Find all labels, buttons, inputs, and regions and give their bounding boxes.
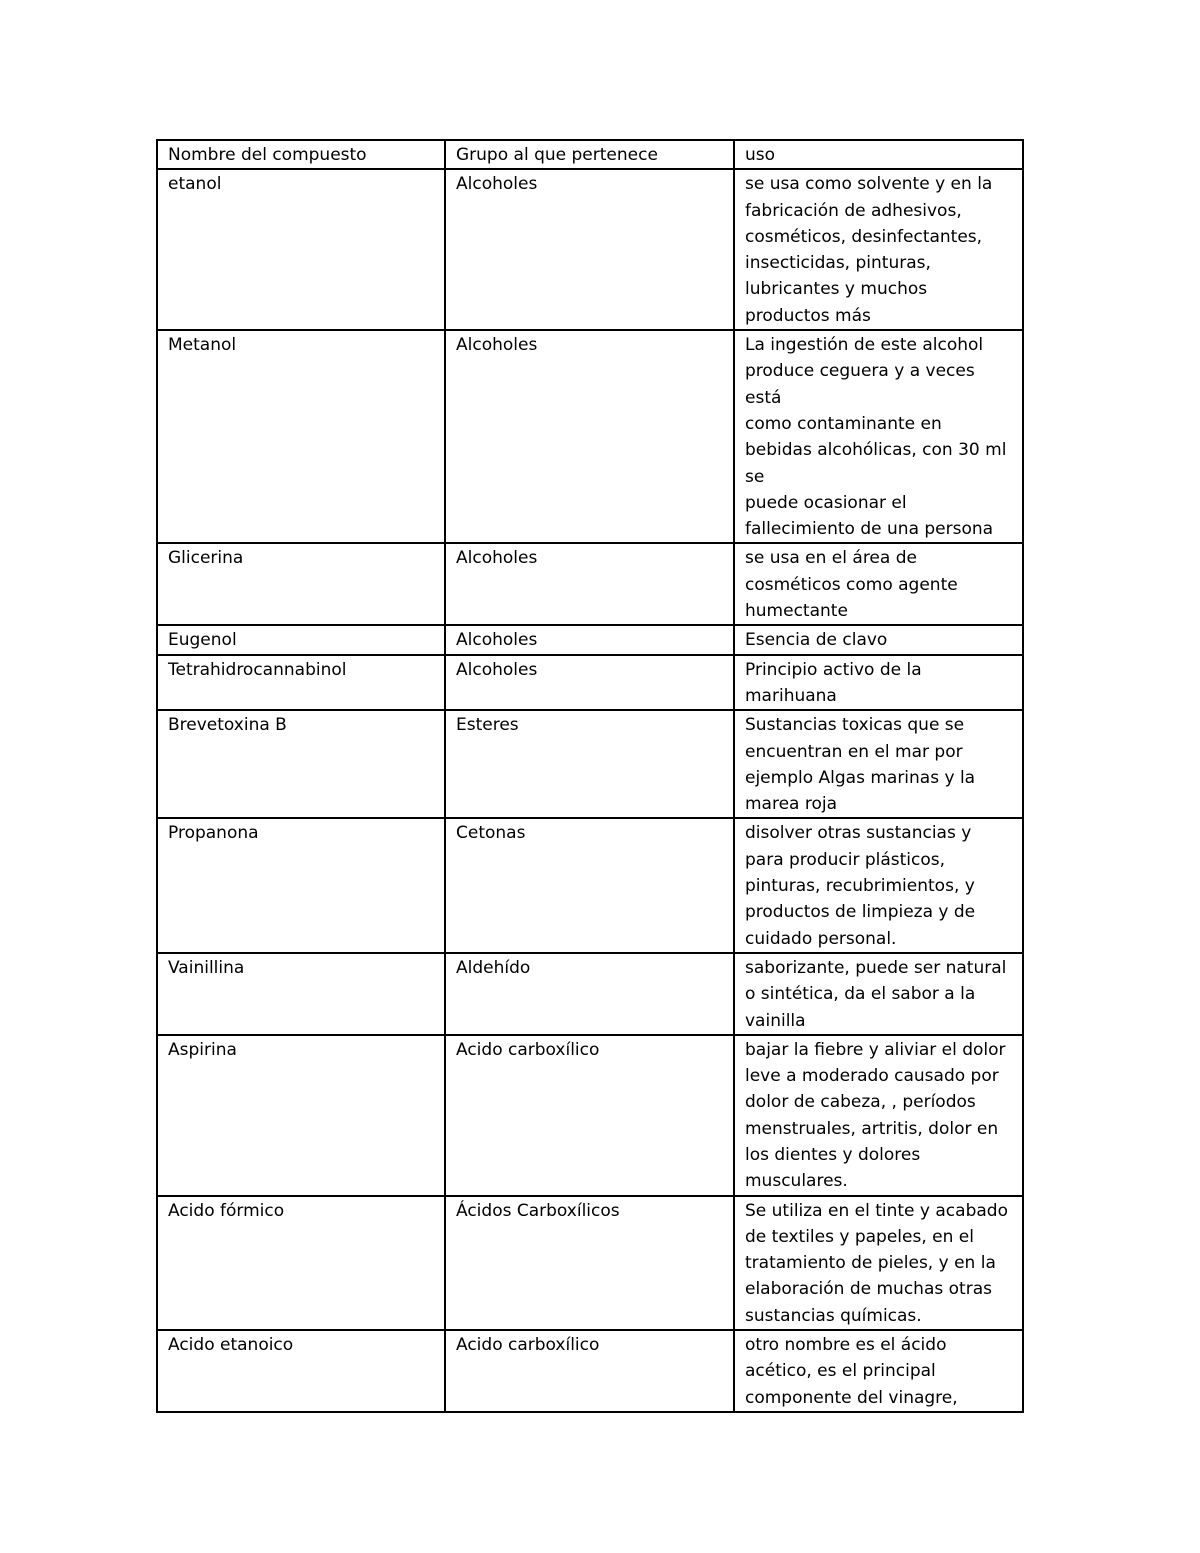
compound-name-cell: Glicerina xyxy=(157,543,445,625)
use-cell: saborizante, puede ser natural o sintética, da el sabor a la vainilla xyxy=(734,953,1023,1035)
use-cell: La ingestión de este alcohol produce ceguera y a veces está como contaminante en bebidas alcohólicas, con 30 ml se puede ocasionar el fallecimiento de una persona xyxy=(734,330,1023,543)
group-cell: Ácidos Carboxílicos xyxy=(445,1196,734,1330)
compound-name-cell: Eugenol xyxy=(157,625,445,654)
group-cell: Cetonas xyxy=(445,818,734,952)
use-cell: Principio activo de la marihuana xyxy=(734,655,1023,711)
use-cell: Sustancias toxicas que se encuentran en el mar por ejemplo Algas marinas y la marea roja xyxy=(734,710,1023,818)
use-cell: bajar la fiebre y aliviar el dolor leve a moderado causado por dolor de cabeza, , períodos menstruales, artritis, dolor en los dientes y dolores musculares. xyxy=(734,1035,1023,1196)
compound-name-cell: Brevetoxina B xyxy=(157,710,445,818)
table-row xyxy=(157,818,1023,952)
compound-name-cell: Acido fórmico xyxy=(157,1196,445,1330)
header-cell-group: Grupo al que pertenece xyxy=(445,140,734,169)
use-cell: otro nombre es el ácido acético, es el principal componente del vinagre, xyxy=(734,1330,1023,1412)
table-header-row xyxy=(157,140,1023,169)
group-cell: Aldehído xyxy=(445,953,734,1035)
compound-name-cell: Propanona xyxy=(157,818,445,952)
table-row xyxy=(157,169,1023,330)
use-cell: se usa como solvente y en la fabricación de adhesivos, cosméticos, desinfectantes, insecticidas, pinturas, lubricantes y muchos productos más xyxy=(734,169,1023,330)
header-cell-compound-name: Nombre del compuesto xyxy=(157,140,445,169)
table-row xyxy=(157,543,1023,625)
table-row xyxy=(157,710,1023,818)
compound-name-cell: Metanol xyxy=(157,330,445,543)
group-cell: Alcoholes xyxy=(445,543,734,625)
group-cell: Alcoholes xyxy=(445,655,734,711)
table-row xyxy=(157,1035,1023,1196)
compound-name-cell: Acido etanoico xyxy=(157,1330,445,1412)
table-row xyxy=(157,655,1023,711)
group-cell: Alcoholes xyxy=(445,330,734,543)
table-row xyxy=(157,953,1023,1035)
group-cell: Acido carboxílico xyxy=(445,1330,734,1412)
table-row xyxy=(157,625,1023,654)
compound-name-cell: Vainillina xyxy=(157,953,445,1035)
group-cell: Acido carboxílico xyxy=(445,1035,734,1196)
compounds-table xyxy=(156,139,1024,1413)
use-cell: Esencia de clavo xyxy=(734,625,1023,654)
compound-name-cell: Tetrahidrocannabinol xyxy=(157,655,445,711)
table-row xyxy=(157,1330,1023,1412)
group-cell: Alcoholes xyxy=(445,625,734,654)
table-row xyxy=(157,330,1023,543)
header-cell-use: uso xyxy=(734,140,1023,169)
compound-name-cell: Aspirina xyxy=(157,1035,445,1196)
compound-name-cell: etanol xyxy=(157,169,445,330)
table-row xyxy=(157,1196,1023,1330)
use-cell: se usa en el área de cosméticos como agente humectante xyxy=(734,543,1023,625)
group-cell: Alcoholes xyxy=(445,169,734,330)
use-cell: Se utiliza en el tinte y acabado de textiles y papeles, en el tratamiento de pieles, y en la elaboración de muchas otras sustancias químicas. xyxy=(734,1196,1023,1330)
use-cell: disolver otras sustancias y para producir plásticos, pinturas, recubrimientos, y productos de limpieza y de cuidado personal. xyxy=(734,818,1023,952)
group-cell: Esteres xyxy=(445,710,734,818)
